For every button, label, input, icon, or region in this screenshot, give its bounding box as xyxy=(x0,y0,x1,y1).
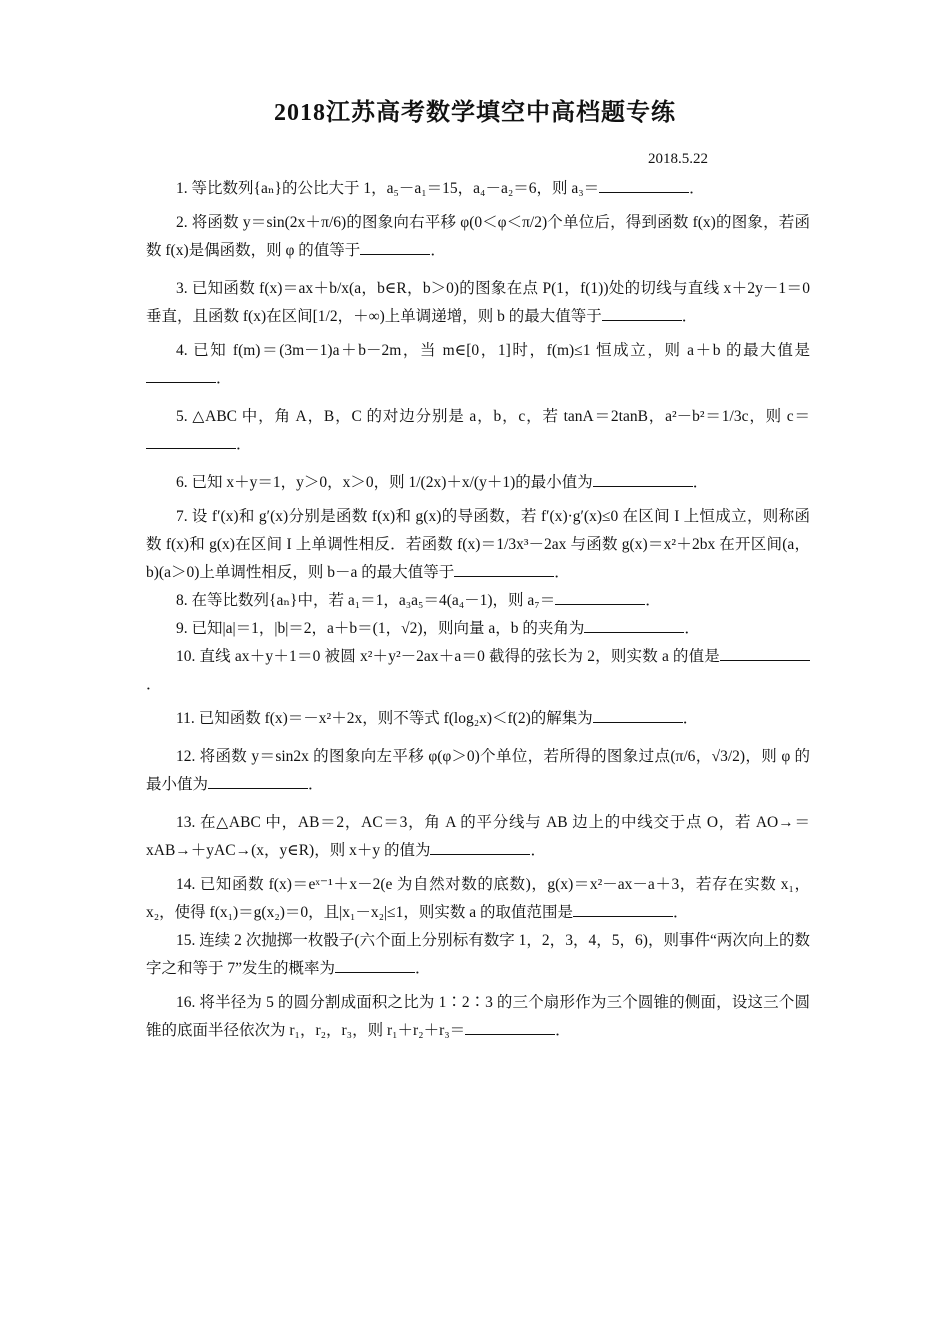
question-text: 设 f′(x)和 g′(x)分别是函数 f(x)和 g(x)的导函数，若 f′(x)·g′(x)≤0 在区间 I 上恒成立，则称函数 f(x)和 g(x)在区间 I 上单调性相反．若函数 f(x)＝1/3x³－2ax 与函数 g(x)＝x²＋2bx 在开区间(a，b)(a＞0)上单调性相反，则 b－a 的最大值等于 xyxy=(146,508,810,581)
question-item: 16. 将半径为 5 的圆分割成面积之比为 1∶2∶3 的三个扇形作为三个圆锥的侧面，设这三个圆锥的底面半径依次为 r₁，r₂，r₃，则 r₁＋r₂＋r₃＝ ． xyxy=(146,994,810,1039)
question-item: 12. 将函数 y＝sin2x 的图象向左平移 φ(φ＞0)个单位，若所得的图象过点(π/6，√3/2)，则 φ 的最小值为 ． xyxy=(146,748,810,793)
question-text: 已知 f(m)＝(3m－1)a＋b－2m，当 m∈[0，1]时，f(m)≤1 恒成立，则 a＋b 的最大值是 xyxy=(193,342,811,359)
question-item: 14. 已知函数 f(x)＝eˣ⁻¹＋x－2(e 为自然对数的底数)，g(x)＝x²－ax－a＋3，若存在实数 x₁，x₂，使得 f(x₁)＝g(x₂)＝0，且|x₁－x₂|≤1，则实数 a 的取值范围是 ． xyxy=(146,876,811,921)
answer-blank xyxy=(454,560,554,577)
question-text: 直线 ax＋y＋1＝0 被圆 x²＋y²－2ax＋a＝0 截得的弦长为 2，则实数 a 的值是 xyxy=(199,648,720,665)
question-number: 12. xyxy=(176,748,196,765)
question-text: 已知函数 f(x)＝ax＋b/x(a，b∈R，b＞0)的图象在点 P(1，f(1))处的切线与直线 x＋2y－1＝0 垂直，且函数 f(x)在区间[1/2，＋∞)上单调递增，则 b 的最大值等于 xyxy=(146,280,811,325)
question-number: 6. xyxy=(176,474,188,491)
question-item: 1. 等比数列{aₙ}的公比大于 1，a₅－a₁＝15，a₄－a₂＝6，则 a₃＝ ． xyxy=(146,175,810,203)
question-text: 将半径为 5 的圆分割成面积之比为 1∶2∶3 的三个扇形作为三个圆锥的侧面，设这三个圆锥的底面半径依次为 r₁，r₂，r₃，则 r₁＋r₂＋r₃＝ xyxy=(146,994,810,1039)
question-text: 连续 2 次抛掷一枚骰子(六个面上分别标有数字 1，2，3，4，5，6)，则事件“两次向上的数字之和等于 7”发生的概率为 xyxy=(146,932,810,977)
question-number: 16. xyxy=(176,994,196,1011)
answer-blank xyxy=(720,644,810,661)
question-list xyxy=(146,175,810,1045)
question-text: 在等比数列{aₙ}中，若 a₁＝1，a₃a₅＝4(a₄－1)，则 a₇＝ xyxy=(191,592,556,609)
answer-blank xyxy=(584,616,684,633)
answer-blank xyxy=(573,900,673,917)
question-text: 已知|a|＝1，|b|＝2，a＋b＝(1，√2)，则向量 a，b 的夹角为 xyxy=(191,620,585,637)
question-text: 将函数 y＝sin(2x＋π/6)的图象向右平移 φ(0＜φ＜π/2)个单位后，得到函数 f(x)的图象，若函数 f(x)是偶函数，则 φ 的值等于 xyxy=(146,214,810,259)
question-number: 11. xyxy=(176,710,195,727)
question-text: 在△ABC 中，AB＝2，AC＝3，角 A 的平分线与 AB 边上的中线交于点 O，若 AO→＝xAB→＋yAC→(x，y∈R)，则 x＋y 的值为 xyxy=(146,814,810,859)
question-item: 5. △ABC 中，角 A，B，C 的对边分别是 a，b，c，若 tanA＝2tanB，a²－b²＝1/3c，则 c＝． xyxy=(146,403,810,459)
question-item: 9. 已知|a|＝1，|b|＝2，a＋b＝(1，√2)，则向量 a，b 的夹角为 ． xyxy=(146,615,810,643)
question-text: 等比数列{aₙ}的公比大于 1，a₅－a₁＝15，a₄－a₂＝6，则 a₃＝ xyxy=(191,180,600,197)
question-item: 8. 在等比数列{aₙ}中，若 a₁＝1，a₃a₅＝4(a₄－1)，则 a₇＝ ． xyxy=(146,587,810,615)
answer-blank xyxy=(599,176,689,193)
answer-blank xyxy=(146,432,236,449)
question-item: 7. 设 f′(x)和 g′(x)分别是函数 f(x)和 g(x)的导函数，若 f′(x)·g′(x)≤0 在区间 I 上恒成立，则称函数 f(x)和 g(x)在区间 I 上单调性相反．若函数 f(x)＝1/3x³－2ax 与函数 g(x)＝x²＋2bx 在开区间(a，b)(a＞0)上单调性相反，则 b－a 的最大值等于 ． xyxy=(146,508,810,581)
question-number: 2. xyxy=(176,214,188,231)
question-item: 6. 已知 x＋y＝1，y＞0，x＞0，则 1/(2x)＋x/(y＋1)的最小值为 ． xyxy=(146,469,810,497)
question-item: 13. 在△ABC 中，AB＝2，AC＝3，角 A 的平分线与 AB 边上的中线交于点 O，若 AO→＝xAB→＋yAC→(x，y∈R)，则 x＋y 的值为 ． xyxy=(146,814,810,859)
question-item: 4. 已知 f(m)＝(3m－1)a＋b－2m，当 m∈[0，1]时，f(m)≤1 恒成立，则 a＋b 的最大值是． xyxy=(146,337,810,393)
answer-blank xyxy=(602,304,682,321)
answer-blank xyxy=(465,1018,555,1035)
question-number: 8. xyxy=(176,592,188,609)
question-item: 3. 已知函数 f(x)＝ax＋b/x(a，b∈R，b＞0)的图象在点 P(1，f(1))处的切线与直线 x＋2y－1＝0 垂直，且函数 f(x)在区间[1/2，＋∞)上单调递增，则 b 的最大值等于 ． xyxy=(146,280,811,325)
answer-blank xyxy=(208,772,308,789)
answer-blank xyxy=(146,366,216,383)
question-text: 将函数 y＝sin2x 的图象向左平移 φ(φ＞0)个单位，若所得的图象过点(π/6，√3/2)，则 φ 的最小值为 xyxy=(146,748,810,793)
question-text: 已知 x＋y＝1，y＞0，x＞0，则 1/(2x)＋x/(y＋1)的最小值为 xyxy=(191,474,593,491)
question-text: △ABC 中，角 A，B，C 的对边分别是 a，b，c，若 tanA＝2tanB，a²－b²＝1/3c，则 c＝ xyxy=(192,408,810,425)
question-item: 15. 连续 2 次抛掷一枚骰子(六个面上分别标有数字 1，2，3，4，5，6)，则事件“两次向上的数字之和等于 7”发生的概率为 ． xyxy=(146,932,810,977)
page-title: 2018江苏高考数学填空中高档题专练 xyxy=(274,100,676,126)
question-number: 13. xyxy=(176,814,196,831)
answer-blank xyxy=(430,838,530,855)
question-item: 10. 直线 ax＋y＋1＝0 被圆 x²＋y²－2ax＋a＝0 截得的弦长为 2，则实数 a 的值是． xyxy=(146,643,810,699)
question-number: 4. xyxy=(176,342,188,359)
question-item: 11. 已知函数 f(x)＝－x²＋2x，则不等式 f(log₂x)＜f(2)的解集为 ． xyxy=(146,705,810,733)
question-number: 15. xyxy=(176,932,196,949)
question-text: 已知函数 f(x)＝－x²＋2x，则不等式 f(log₂x)＜f(2)的解集为 xyxy=(198,710,593,727)
question-number: 14. xyxy=(176,876,196,893)
answer-blank xyxy=(555,588,645,605)
answer-blank xyxy=(360,238,430,255)
question-number: 1. xyxy=(176,180,188,197)
question-number: 7. xyxy=(176,508,188,525)
question-text: 已知函数 f(x)＝eˣ⁻¹＋x－2(e 为自然对数的底数)，g(x)＝x²－ax－a＋3，若存在实数 x₁，x₂，使得 f(x₁)＝g(x₂)＝0，且|x₁－x₂|≤1，则实数 a 的取值范围是 xyxy=(146,876,811,921)
answer-blank xyxy=(335,956,415,973)
question-number: 5. xyxy=(176,408,188,425)
question-number: 9. xyxy=(176,620,188,637)
answer-blank xyxy=(593,706,683,723)
question-number: 10. xyxy=(176,648,196,665)
question-item: 2. 将函数 y＝sin(2x＋π/6)的图象向右平移 φ(0＜φ＜π/2)个单位后，得到函数 f(x)的图象，若函数 f(x)是偶函数，则 φ 的值等于 ． xyxy=(146,214,810,259)
document-date: 2018.5.22 xyxy=(648,151,708,167)
question-number: 3. xyxy=(176,280,188,297)
answer-blank xyxy=(593,470,693,487)
